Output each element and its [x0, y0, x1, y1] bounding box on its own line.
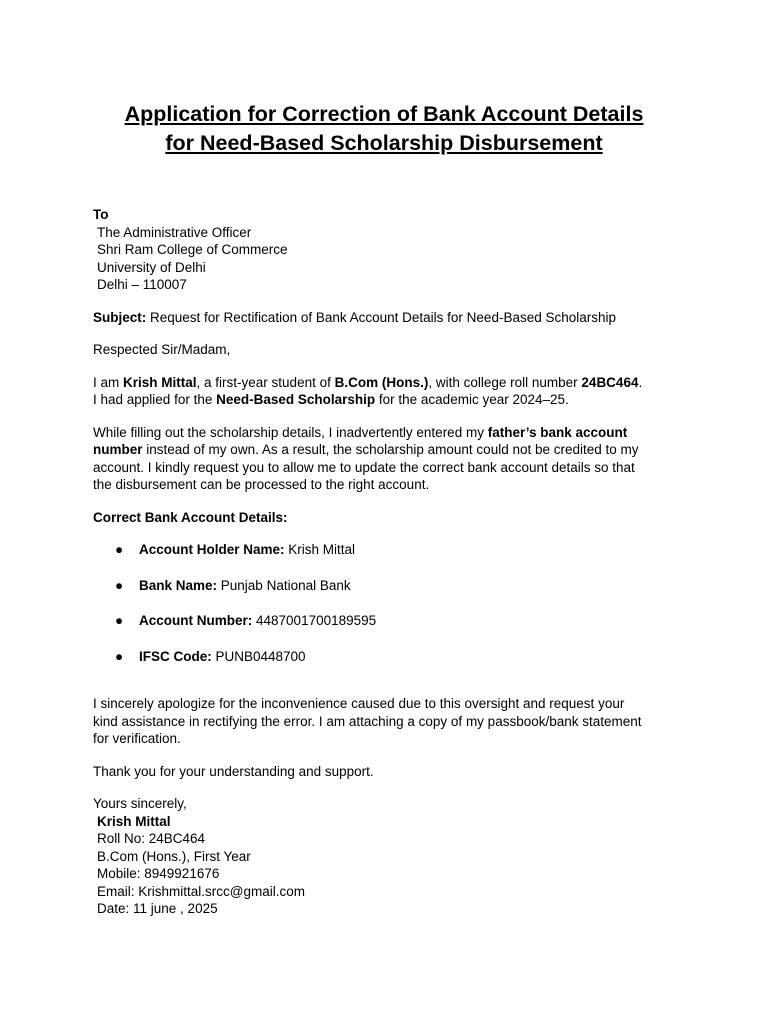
- signer-email: Email: Krishmittal.srcc@gmail.com: [97, 883, 305, 899]
- subject-label: Subject:: [93, 309, 147, 325]
- title-line-1: Application for Correction of Bank Account Details: [124, 102, 644, 126]
- signer-detail: Roll No: 24BC464: [97, 831, 206, 846]
- detail-label: Bank Name:: [139, 577, 218, 593]
- details-heading: Correct Bank Account Details:: [93, 509, 288, 525]
- detail-value: Krish Mittal: [284, 542, 356, 557]
- letter-body: [93, 206, 683, 918]
- title-line-2: for Need-Based Scholarship Disbursement: [165, 131, 603, 155]
- detail-label: Account Number:: [139, 613, 253, 628]
- detail-label: IFSC Code:: [139, 648, 212, 664]
- address-line: Delhi – 110007: [97, 277, 187, 292]
- recipient-address: [93, 206, 683, 294]
- letter-title: [60, 100, 708, 158]
- signer-date: Date: 11 june , 2025: [97, 901, 218, 916]
- paragraph-apology: I sincerely apologize for the inconvenience caused due to this oversight and request your kind assistance in rectifying the error. I am attaching a copy of my passbook/bank statement for verification.: [93, 696, 642, 746]
- signer-name: Krish Mittal: [97, 813, 171, 829]
- scholarship-name: Need-Based Scholarship: [216, 392, 376, 407]
- address-line: Shri Ram College of Commerce: [97, 242, 288, 257]
- roll-number: 24BC464: [581, 374, 639, 390]
- bullet-icon: ●: [115, 613, 124, 628]
- issue-highlight: father’s bank account: [487, 424, 628, 440]
- signer-detail: B.Com (Hons.), First Year: [97, 848, 251, 864]
- valediction: Yours sincerely,: [93, 796, 187, 811]
- course-name: B.Com (Hons.): [334, 374, 429, 390]
- student-name: Krish Mittal: [123, 374, 197, 390]
- bullet-icon: ●: [115, 542, 124, 557]
- list-item: [93, 541, 683, 577]
- list-item: [93, 612, 683, 648]
- list-item: [93, 648, 683, 684]
- subject-line: [93, 309, 683, 327]
- issue-highlight-cont: number: [93, 442, 143, 457]
- address-line: University of Delhi: [97, 259, 206, 275]
- paragraph-issue: While filling out the scholarship details, I inadvertently entered my father’s bank account number instead of my own. As a result, the scholarship amount could not be credited to my account. I kindly request you to allow me to update the correct bank account details so that the disbursement can be processed to the right account.: [93, 424, 639, 492]
- bullet-icon: ●: [115, 648, 124, 664]
- bank-details-list: [93, 541, 683, 683]
- detail-value: 4487001700189595: [252, 613, 377, 628]
- salutation: Respected Sir/Madam,: [93, 342, 231, 357]
- subject-text: Request for Rectification of Bank Account Details for Need-Based Scholarship: [146, 309, 617, 325]
- address-line: The Administrative Officer: [97, 224, 252, 240]
- detail-value: Punjab National Bank: [217, 577, 351, 593]
- paragraph-intro: I am Krish Mittal, a first-year student of B.Com (Hons.), with college roll number 24BC464. I had applied for the Need-Based Scholarship for the academic year 2024–25.: [93, 374, 643, 407]
- to-label: To: [93, 207, 109, 222]
- detail-value: PUNB0448700: [211, 648, 306, 664]
- list-item: [93, 577, 683, 613]
- signer-detail: Mobile: 8949921676: [97, 866, 220, 881]
- detail-label: Account Holder Name:: [139, 542, 285, 557]
- bullet-icon: ●: [115, 577, 124, 593]
- signature-block: [93, 795, 683, 918]
- thanks-line: Thank you for your understanding and support.: [93, 763, 374, 779]
